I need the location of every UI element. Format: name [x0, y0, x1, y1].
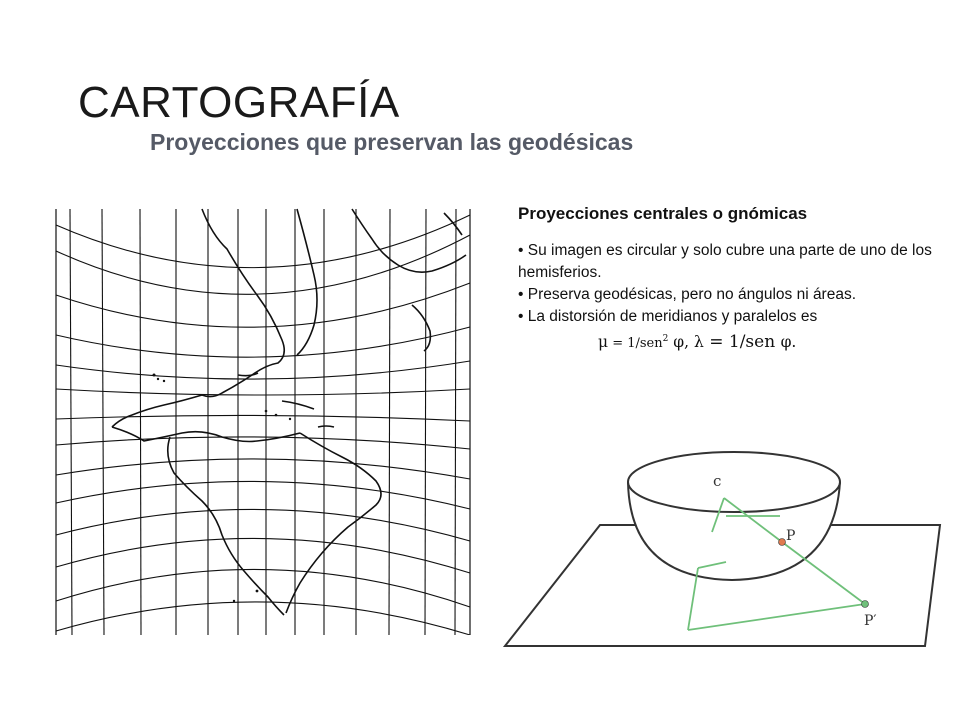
projection-diagram	[500, 450, 952, 650]
formula-eq2: = 1/sen	[703, 332, 781, 353]
slide-title: CARTOGRAFÍA	[78, 78, 400, 127]
formula-exponent: 2	[662, 334, 669, 344]
formula-eq1: = 1/sen	[608, 336, 663, 352]
hemisphere-rim	[628, 452, 840, 512]
label-p-prime: P′	[864, 613, 877, 629]
formula-phi2: φ.	[780, 333, 797, 352]
bullet-item: • La distorsión de meridianos y paralelos es	[518, 308, 818, 325]
bullet-item: • Preserva geodésicas, pero no ángulos ni áreas.	[518, 286, 857, 303]
formula-phi1: φ,	[668, 333, 694, 352]
map-islands	[153, 374, 292, 603]
point-p	[779, 539, 786, 546]
map-parallels	[56, 215, 470, 635]
map-coastlines	[112, 209, 466, 615]
bullet-item: • Su imagen es circular y solo cubre una parte de uno de los hemisferios.	[518, 242, 932, 281]
point-p-prime	[862, 601, 869, 608]
map-meridians	[70, 209, 456, 635]
text-block	[518, 204, 938, 355]
section-heading: Proyecciones centrales o gnómicas	[518, 204, 808, 223]
label-p: P	[786, 528, 796, 544]
formula-lambda: λ	[694, 333, 704, 352]
label-c: c	[713, 472, 722, 490]
slide-subtitle: Proyecciones que preservan las geodésicas	[150, 129, 634, 155]
distortion-formula	[518, 328, 938, 355]
gnomonic-map-figure	[52, 205, 478, 635]
formula-mu: μ	[598, 333, 609, 352]
